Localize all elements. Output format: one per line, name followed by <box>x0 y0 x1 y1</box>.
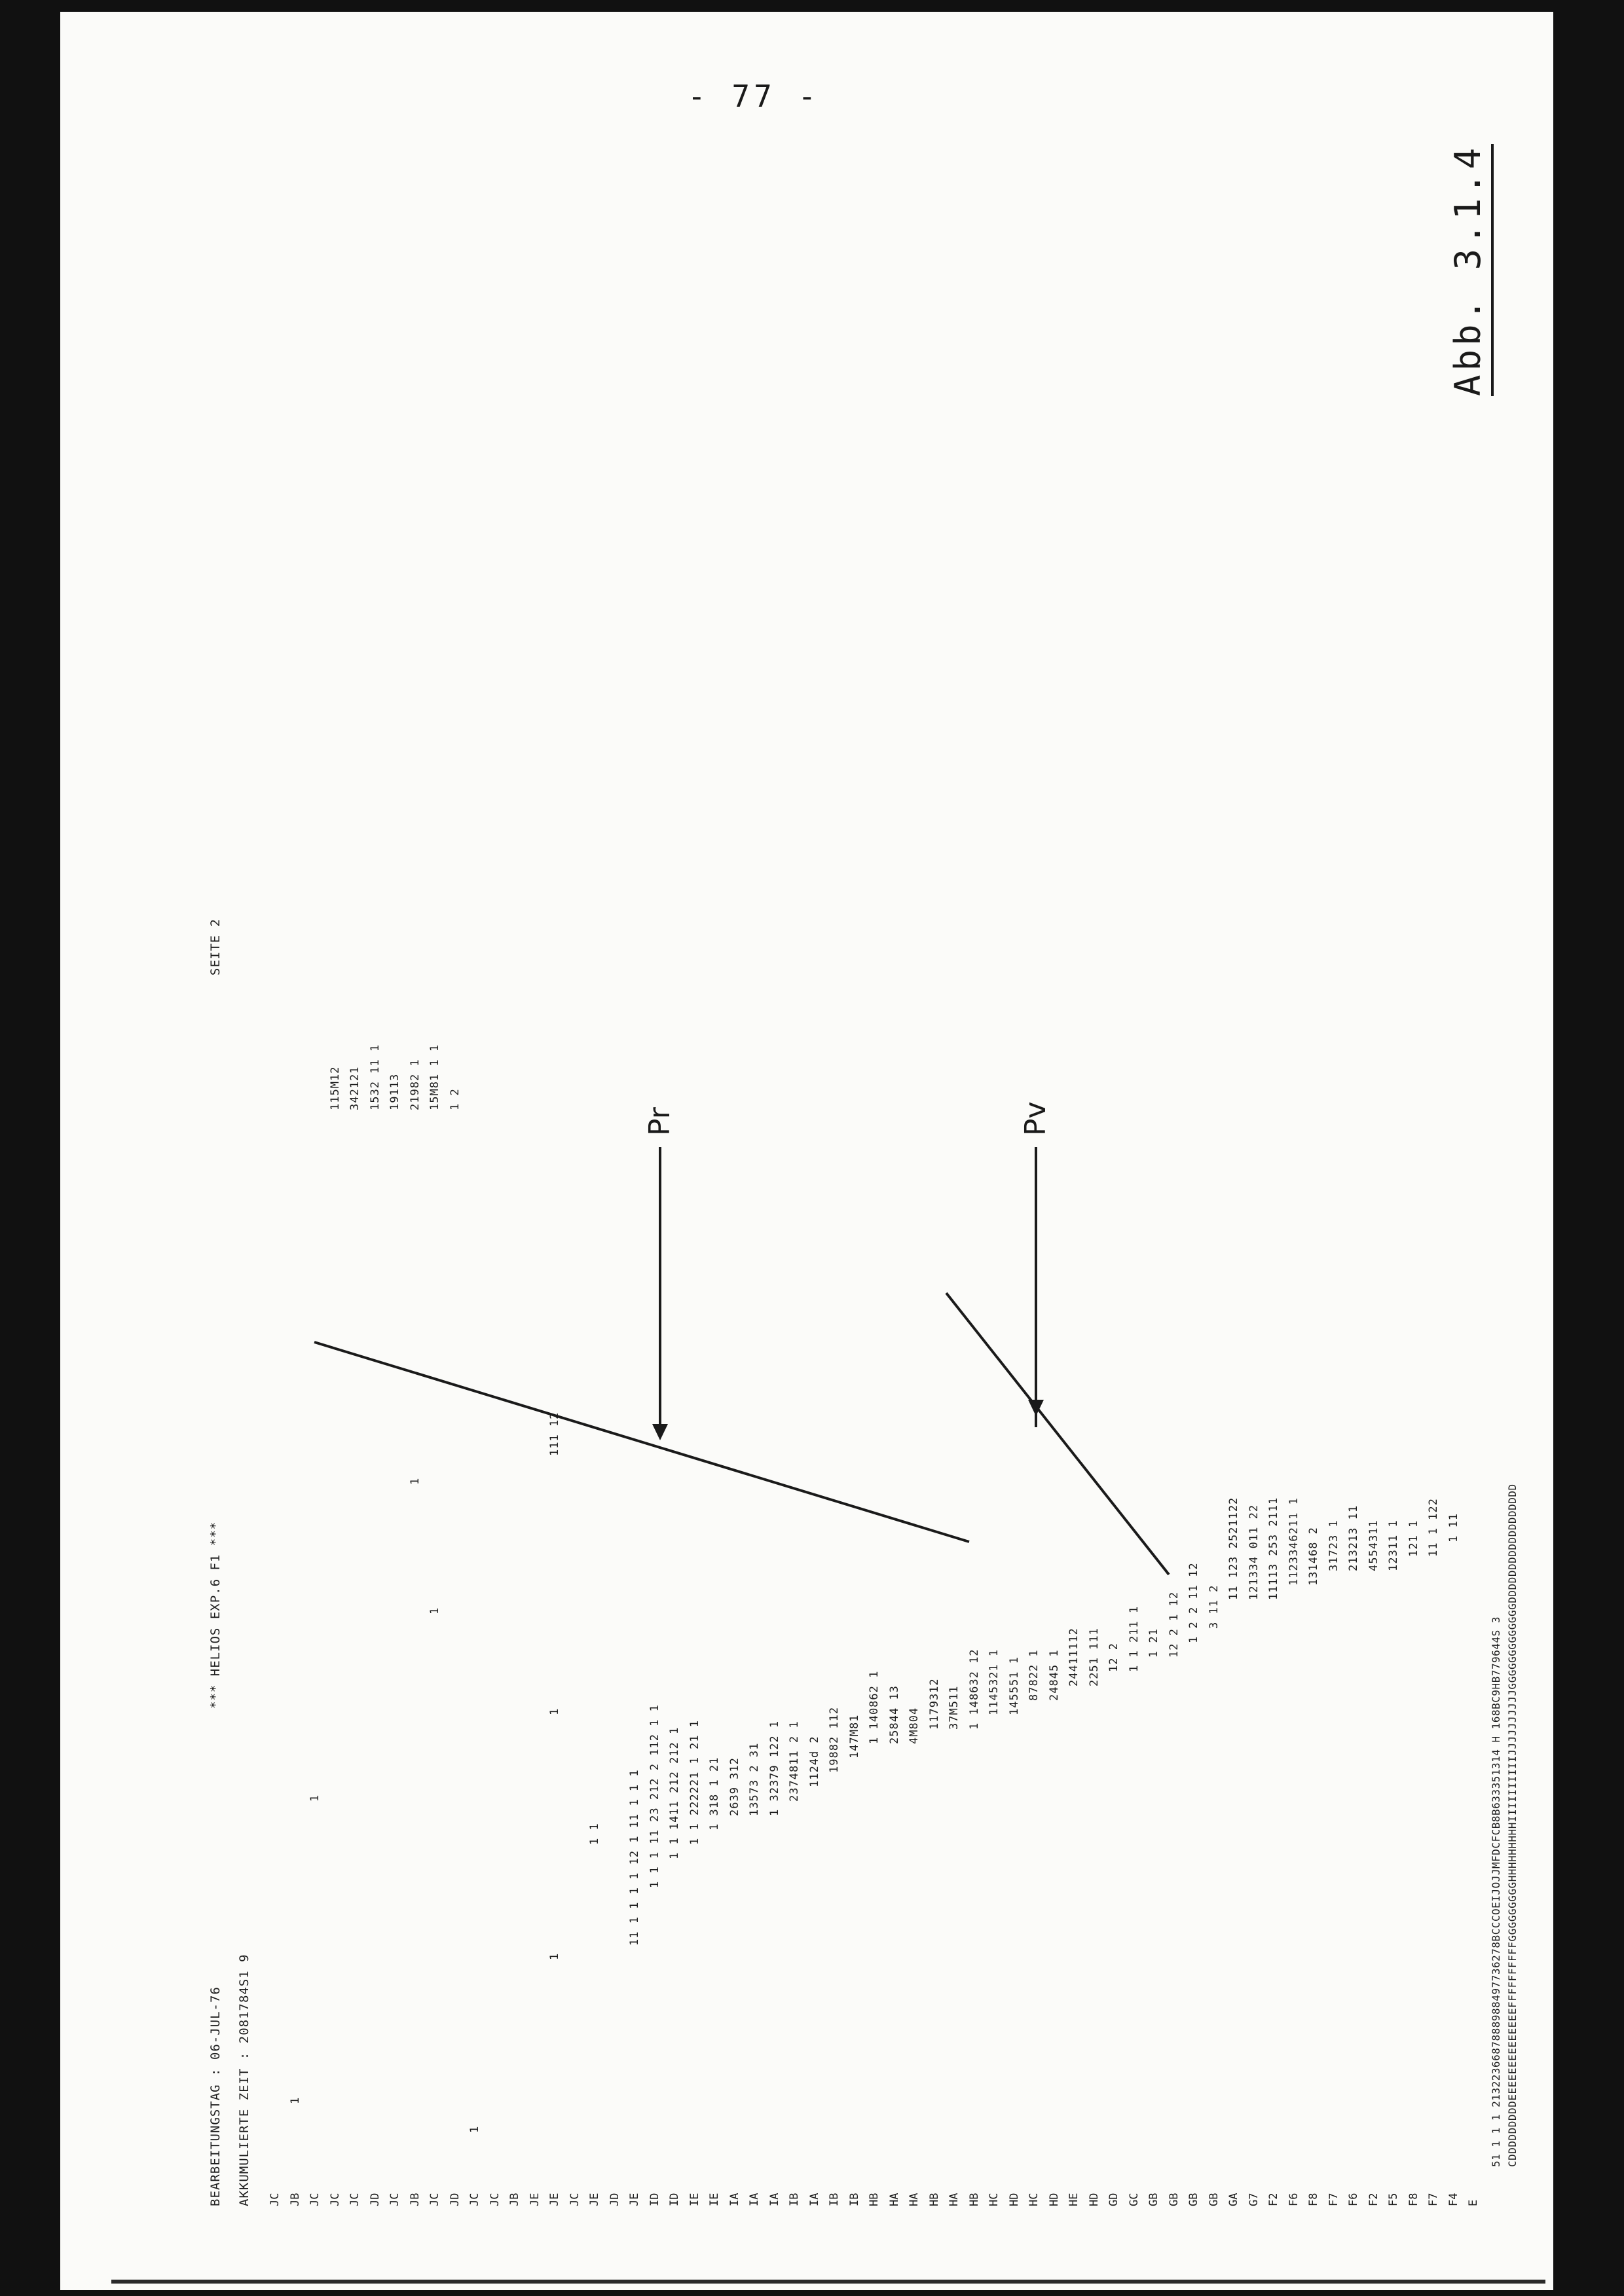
row-label: IA <box>767 2193 781 2206</box>
data-cell: 1 11 <box>1447 1513 1460 1542</box>
data-cell: 121334 011 22 <box>1247 1504 1261 1600</box>
row-label: JC <box>428 2193 441 2206</box>
data-cell: 1 <box>468 2125 481 2133</box>
row-label: HD <box>1087 2193 1101 2206</box>
data-cell: 1 <box>308 1794 322 1802</box>
data-cell: 1 1 211 1 <box>1127 1605 1141 1672</box>
data-cell: 145551 1 <box>1007 1656 1021 1715</box>
row-label: F2 <box>1367 2193 1380 2206</box>
row-label: JC <box>388 2193 401 2206</box>
data-cell: 147M81 <box>847 1714 861 1758</box>
data-cell: 1 <box>428 1607 441 1614</box>
data-cell: 1179312 <box>927 1678 941 1730</box>
x-axis-row-2: 51 1 1 1 2132236687888988497736278BCCCOEIJOJJMFDCFCB8B633351314 H 168BC9HB779644S 3 <box>1490 1616 1502 2167</box>
data-cell: 1124d 2 <box>807 1736 821 1787</box>
header-page: SEITE 2 <box>208 918 223 975</box>
row-label: JD <box>368 2193 382 2206</box>
top-block-cell: 15M81 1 1 <box>428 1044 441 1110</box>
row-label: HD <box>1007 2193 1021 2206</box>
row-label: F4 <box>1447 2193 1460 2206</box>
data-cell: 1 148632 12 <box>967 1649 981 1730</box>
row-label: F6 <box>1347 2193 1360 2206</box>
row-label: HE <box>1067 2193 1080 2206</box>
marker-label-pr: Pr <box>643 1107 676 1136</box>
data-cell: 11 123 2521122 <box>1227 1497 1240 1600</box>
data-cell: 111 12 <box>548 1412 561 1456</box>
data-cell: 1 318 1 21 <box>708 1757 721 1831</box>
data-cell: 12 2 <box>1107 1643 1120 1672</box>
row-label: JC <box>568 2193 581 2206</box>
data-cell: 1 32379 122 1 <box>767 1720 781 1816</box>
data-cell: 12 2 1 12 <box>1167 1591 1181 1658</box>
row-label: GB <box>1147 2193 1160 2206</box>
regression-line-lower <box>946 1293 1169 1575</box>
row-label: HA <box>887 2193 901 2206</box>
row-label: GB <box>1207 2193 1221 2206</box>
top-block-cell: 115M12 <box>328 1066 342 1110</box>
regression-line-upper <box>314 1342 969 1542</box>
marker-arrow-pr <box>652 1424 668 1440</box>
row-label: IB <box>828 2193 841 2206</box>
data-cell: 1145321 1 <box>987 1649 1001 1715</box>
data-cell: 1123346211 1 <box>1287 1497 1301 1586</box>
data-cell: 24845 1 <box>1047 1649 1061 1701</box>
row-label: GA <box>1227 2193 1240 2206</box>
data-cell: 3 11 2 <box>1207 1584 1221 1629</box>
top-block-cell: 21982 1 <box>408 1059 422 1110</box>
row-label: F7 <box>1327 2193 1340 2206</box>
data-cell: 37M511 <box>948 1685 961 1730</box>
row-label: GB <box>1187 2193 1200 2206</box>
row-label: HB <box>868 2193 881 2206</box>
row-label: JC <box>268 2193 282 2206</box>
row-label: JE <box>628 2193 641 2206</box>
row-label: IA <box>748 2193 761 2206</box>
data-cell: 1 <box>288 2096 302 2104</box>
data-cell: 121 1 <box>1407 1520 1420 1557</box>
row-label: JE <box>588 2193 601 2206</box>
figure-label: Abb. 3.1.4 <box>1447 144 1494 396</box>
row-label: JC <box>308 2193 322 2206</box>
row-label: JD <box>448 2193 462 2206</box>
row-label: IA <box>728 2193 741 2206</box>
row-label: JC <box>328 2193 342 2206</box>
data-cell: 4M804 <box>908 1707 921 1744</box>
row-label: E <box>1467 2199 1480 2206</box>
row-label: HB <box>967 2193 981 2206</box>
row-label: HD <box>1047 2193 1061 2206</box>
row-label: IE <box>688 2193 701 2206</box>
data-cell: 2251 111 <box>1087 1628 1101 1686</box>
row-label: F8 <box>1407 2193 1420 2206</box>
row-label: JC <box>468 2193 481 2206</box>
row-label: JD <box>608 2193 621 2206</box>
data-cell: 11 1 122 <box>1427 1498 1440 1557</box>
row-label: IE <box>708 2193 721 2206</box>
row-label: HA <box>908 2193 921 2206</box>
row-label: HA <box>948 2193 961 2206</box>
row-label: HB <box>927 2193 941 2206</box>
header-experiment: *** HELIOS EXP.6 F1 *** <box>208 1521 223 1709</box>
row-label: IB <box>847 2193 861 2206</box>
data-cell: 11 1 1 1 1 12 1 11 1 1 1 <box>628 1769 641 1946</box>
data-cell: 1 1 <box>588 1823 601 1845</box>
data-cell: 13573 2 31 <box>748 1742 761 1816</box>
data-cell: 1 140862 1 <box>868 1670 881 1744</box>
row-label: F8 <box>1307 2193 1320 2206</box>
data-cell: 2374811 2 1 <box>788 1721 801 1802</box>
data-cell: 1 21 <box>1147 1628 1160 1658</box>
data-cell: 24411112 <box>1067 1628 1080 1686</box>
marker-label-pv: Pv <box>1019 1101 1052 1136</box>
data-cell: 12311 1 <box>1387 1520 1400 1571</box>
row-label: HC <box>1027 2193 1041 2206</box>
data-cell: 1 1 1411 212 212 1 <box>668 1726 681 1859</box>
row-label: F2 <box>1267 2193 1280 2206</box>
top-block-cell: 19113 <box>388 1073 401 1110</box>
data-cell: 1 <box>408 1477 422 1485</box>
data-cell: 11113 253 2111 <box>1267 1497 1280 1600</box>
row-label: IB <box>788 2193 801 2206</box>
row-label: JB <box>508 2193 521 2206</box>
row-label: JB <box>288 2193 302 2206</box>
data-cell: 1 <box>548 1707 561 1715</box>
row-label: GD <box>1107 2193 1120 2206</box>
row-label: GC <box>1127 2193 1141 2206</box>
row-label: JC <box>348 2193 361 2206</box>
row-label: IA <box>807 2193 821 2206</box>
page-number: - 77 - <box>688 79 821 114</box>
row-label: JB <box>408 2193 422 2206</box>
data-cell: 1 <box>548 1952 561 1960</box>
row-label: JE <box>548 2193 561 2206</box>
data-cell: 19882 112 <box>828 1706 841 1773</box>
x-axis-row-1: CDDDDDDDDDEEEEEEEEEEEEEEFFFFFFFFFFGGGGGGGGGHHHHHHHHHIIIIIIIIIIJJJJJJJJJJGGGGGGGGGGGGGDDDDDDDDDDDDDDDDDD <box>1506 1484 1519 2167</box>
data-cell: 1 1 1 11 23 212 2 112 1 1 <box>648 1704 661 1888</box>
row-label: HC <box>987 2193 1001 2206</box>
row-label: F5 <box>1387 2193 1400 2206</box>
data-cell: 4554311 <box>1367 1520 1380 1571</box>
data-cell: 31723 1 <box>1327 1520 1340 1571</box>
row-label: ID <box>668 2193 681 2206</box>
data-cell: 213213 11 <box>1347 1504 1360 1571</box>
data-cell: 25844 13 <box>887 1685 901 1744</box>
row-label: F7 <box>1427 2193 1440 2206</box>
header-processing-date: BEARBEITUNGSTAG : 06-JUL-76 <box>208 1986 223 2206</box>
data-cell: 131468 2 <box>1307 1527 1320 1586</box>
row-label: GB <box>1167 2193 1181 2206</box>
top-block-cell: 1532 11 1 <box>368 1044 382 1110</box>
row-label: G7 <box>1247 2193 1261 2206</box>
row-label: JC <box>488 2193 502 2206</box>
row-label: ID <box>648 2193 661 2206</box>
data-cell: 1 1 222221 1 21 1 <box>688 1720 701 1845</box>
top-block-cell: 342121 <box>348 1066 361 1110</box>
row-label: F6 <box>1287 2193 1301 2206</box>
header-accumulated-time: AKKUMULIERTE ZEIT : 2081784S1 9 <box>237 1954 251 2206</box>
data-cell: 87822 1 <box>1027 1649 1041 1701</box>
data-cell: 1 2 2 11 12 <box>1187 1562 1200 1643</box>
data-cell: 2639 312 <box>728 1757 741 1816</box>
top-block-cell: 1 2 <box>448 1088 462 1110</box>
row-label: JE <box>528 2193 542 2206</box>
